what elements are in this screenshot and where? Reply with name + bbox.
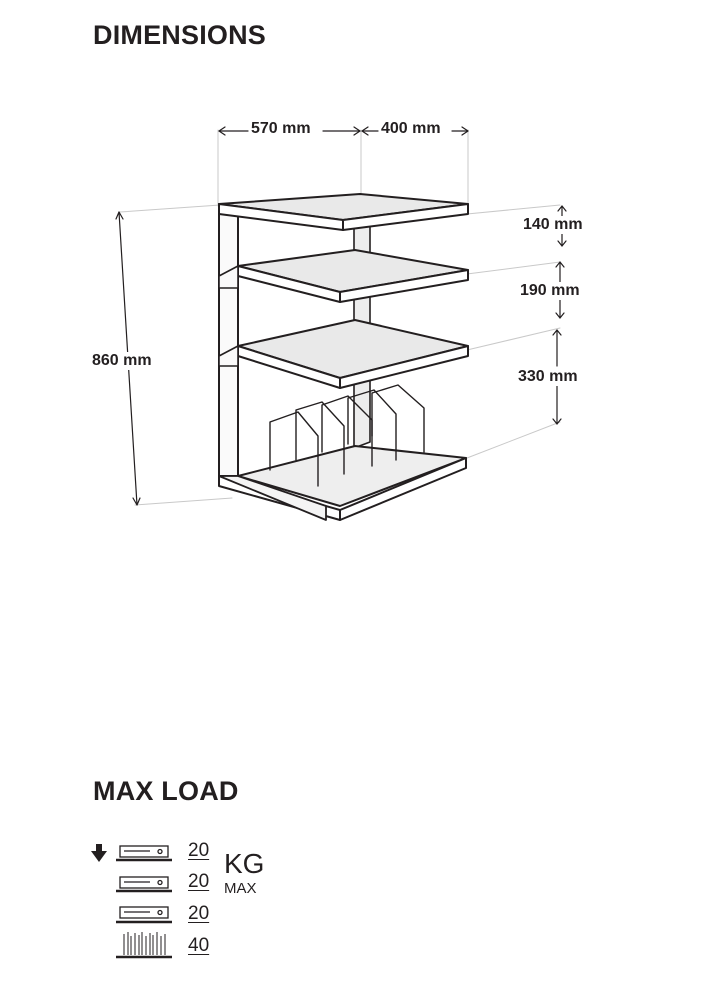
bottom-shelf-gap-label: 330 mm <box>518 368 578 385</box>
down-arrow-icon <box>91 844 107 862</box>
vinyl-records-icon <box>116 932 172 957</box>
max-load-heading: MAX LOAD <box>93 776 239 806</box>
av-component-icon <box>116 877 172 891</box>
top-shelf-gap-label: 140 mm <box>523 216 583 233</box>
width-dimension-label: 570 mm <box>251 120 311 137</box>
depth-dimension-label: 400 mm <box>381 120 441 137</box>
load-value-row-3: 20 <box>188 903 210 924</box>
load-unit-note: MAX <box>224 880 257 897</box>
load-unit: KG <box>224 848 265 879</box>
load-value-row-2: 20 <box>188 871 210 892</box>
av-component-icon <box>116 846 172 860</box>
dimensions-heading: DIMENSIONS <box>93 20 267 50</box>
middle-shelf-gap-label: 190 mm <box>520 282 580 299</box>
height-dimension-label: 860 mm <box>92 352 152 369</box>
load-value-row-4: 40 <box>188 935 210 956</box>
av-component-icon <box>116 907 172 922</box>
load-value-row-1: 20 <box>188 840 210 861</box>
